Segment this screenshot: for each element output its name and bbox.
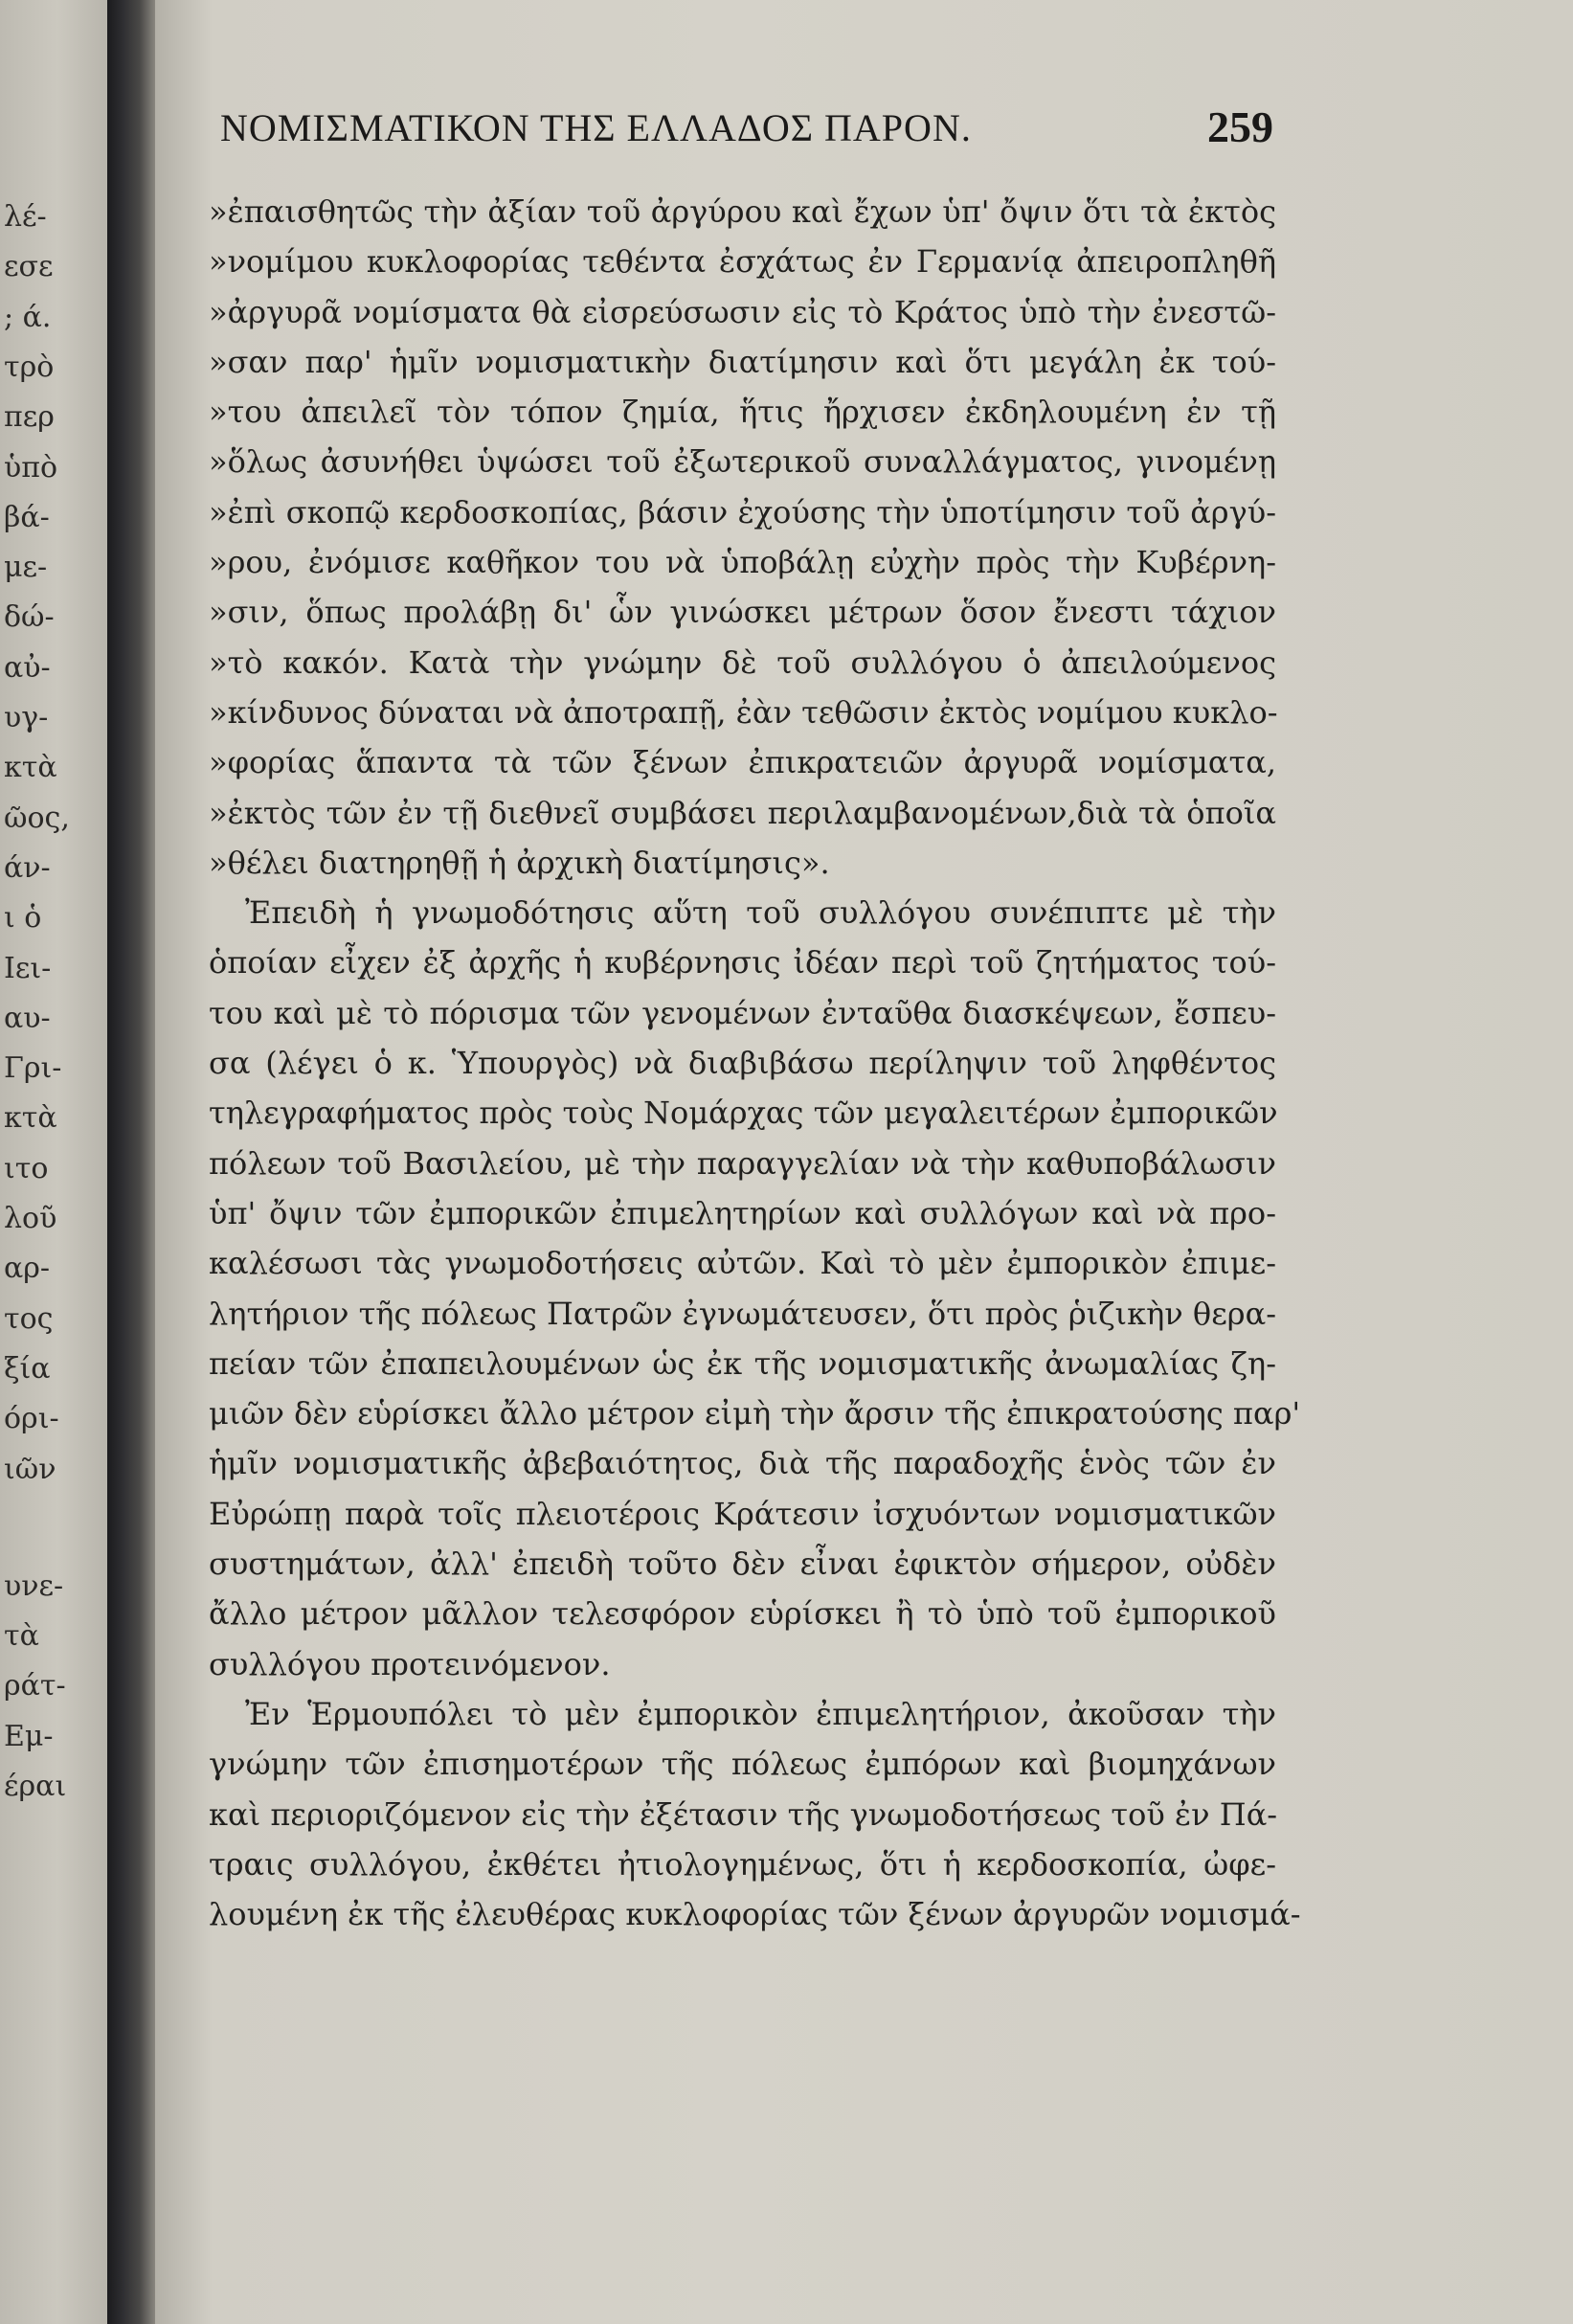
margin-fragment: ὑπὸ (4, 450, 58, 485)
text-line: του καὶ μὲ τὸ πόρισμα τῶν γενομένων ἐνταῦθα διασκέψεων, ἔσπευ- (209, 994, 1276, 1031)
text-line: λουμένη ἐκ τῆς ἐλευθέρας κυκλοφορίας τῶν ξένων ἀργυρῶν νομισμά- (209, 1896, 1301, 1933)
text-line: καλέσωσι τὰς γνωμοδοτήσεις αὐτῶν. Καὶ τὸ μὲν ἐμπορικὸν ἐπιμε- (209, 1245, 1276, 1282)
margin-fragment: ῶος, (4, 801, 70, 835)
margin-fragment: τος (4, 1301, 54, 1336)
paragraph (209, 187, 1276, 888)
text-line: »ἀργυρᾶ νομίσματα θὰ εἰσρεύσωσιν εἰς τὸ Κράτος ὑπὸ τὴν ἐνεστῶ- (209, 293, 1276, 330)
text-line: Εὐρώπῃ παρὰ τοῖς πλειοτέροις Κράτεσιν ἰσχυόντων νομισματικῶν (209, 1495, 1276, 1532)
running-head (220, 102, 1273, 163)
margin-fragment: ; ά. (4, 300, 52, 334)
margin-fragment: με- (4, 551, 48, 585)
margin-fragment: βά- (4, 500, 50, 534)
text-line: τηλεγραφήματος πρὸς τοὺς Νομάρχας τῶν μεγαλειτέρων ἐμπορικῶν (209, 1094, 1278, 1132)
margin-fragment: ιῶν (4, 1452, 56, 1486)
text-line: »ὅλως ἀσυνήθει ὑψώσει τοῦ ἐξωτερικοῦ συναλλάγματος, γινομένῃ (209, 443, 1276, 481)
left-page-edge (0, 0, 107, 2324)
margin-fragment: περ (4, 400, 55, 435)
text-line: ὁποίαν εἶχεν ἐξ ἀρχῆς ἡ κυβέρνησις ἰδέαν περὶ τοῦ ζητήματος τού- (209, 944, 1276, 981)
margin-fragment: τρὸ (4, 350, 55, 384)
margin-fragment: υγ- (4, 701, 49, 734)
text-line: »φορίας ἅπαντα τὰ τῶν ξένων ἐπικρατειῶν ἀργυρᾶ νομίσματα, (209, 744, 1276, 781)
margin-fragment: λοῦ (4, 1202, 57, 1235)
margin-fragment: τὰ (4, 1619, 39, 1654)
margin-fragment: Ιει- (4, 951, 52, 985)
body-text (209, 187, 1301, 1939)
text-line: καὶ περιοριζόμενον εἰς τὴν ἐξέτασιν τῆς γνωμοδοτήσεως τοῦ ἐν Πά- (209, 1795, 1278, 1833)
text-line: »ἐκτὸς τῶν ἐν τῇ διεθνεῖ συμβάσει περιλαμβανομένων,διὰ τὰ ὁποῖα (209, 794, 1276, 831)
margin-fragment: αυ- (4, 1001, 51, 1035)
margin-fragment: εσε (4, 250, 54, 284)
text-line: γνώμην τῶν ἐπισημοτέρων τῆς πόλεως ἐμπόρων καὶ βιομηχάνων (209, 1746, 1276, 1783)
text-line: συλλόγου προτεινόμενον. (209, 1645, 611, 1682)
text-line: ἄλλο μέτρον μᾶλλον τελεσφόρον εὑρίσκει ἢ τὸ ὑπὸ τοῦ ἐμπορικοῦ (209, 1595, 1276, 1633)
margin-fragment: κτὰ (4, 751, 57, 785)
margin-fragment: ράτ- (4, 1669, 66, 1704)
text-line: »τὸ κακόν. Κατὰ τὴν γνώμην δὲ τοῦ συλλόγου ὁ ἀπειλούμενος (209, 643, 1276, 681)
paragraph (209, 1689, 1301, 1939)
text-line: λητήριον τῆς πόλεως Πατρῶν ἐγνωμάτευσεν, ὅτι πρὸς ῥιζικὴν θερα- (209, 1295, 1276, 1332)
text-line: συστημάτων, ἀλλ' ἐπειδὴ τοῦτο δὲν εἶναι ἐφικτὸν σήμερον, οὐδὲν (209, 1546, 1276, 1583)
page-number: 259 (1207, 102, 1273, 151)
text-line: μιῶν δὲν εὑρίσκει ἄλλο μέτρον εἰμὴ τὴν ἄρσιν τῆς ἐπικρατούσης παρ' (209, 1395, 1301, 1433)
margin-fragment: αρ- (4, 1252, 51, 1286)
text-line: Ἐν Ἑρμουπόλει τὸ μὲν ἐμπορικὸν ἐπιμελητήριον, ἀκοῦσαν τὴν (245, 1695, 1276, 1732)
text-line: »νομίμου κυκλοφορίας τεθέντα ἐσχάτως ἐν Γερμανίᾳ ἀπειροπληθῆ (209, 243, 1276, 281)
margin-fragment: Γρι- (4, 1051, 62, 1086)
margin-fragment: λέ- (4, 200, 47, 234)
paragraph (209, 888, 1301, 1689)
text-line: »του ἀπειλεῖ τὸν τόπον ζημία, ἥτις ἤρχισεν ἐκδηλουμένη ἐν τῇ (209, 394, 1276, 431)
text-line: πείαν τῶν ἐπαπειλουμένων ὡς ἐκ τῆς νομισματικῆς ἀνωμαλίας ζη- (209, 1344, 1276, 1382)
margin-fragment: ι ὁ (4, 901, 42, 936)
text-line: τραις συλλόγου, ἐκθέτει ἠτιολογημένως, ὅτι ἡ κερδοσκοπία, ὠφε- (209, 1845, 1276, 1883)
margin-fragment: ιτο (4, 1151, 49, 1185)
text-line: »θέλει διατηρηθῇ ἡ ἀρχικὴ διατίμησις». (209, 844, 830, 881)
text-line: Ἐπειδὴ ἡ γνωμοδότησις αὕτη τοῦ συλλόγου συνέπιπτε μὲ τὴν (245, 894, 1276, 932)
text-line: »ἐπὶ σκοπῷ κερδοσκοπίας, βάσιν ἐχούσης τὴν ὑποτίμησιν τοῦ ἀργύ- (209, 493, 1276, 530)
margin-fragment: όρι- (4, 1402, 59, 1436)
text-line: »ἐπαισθητῶς τὴν ἀξίαν τοῦ ἀργύρου καὶ ἔχων ὑπ' ὄψιν ὅτι τὰ ἐκτὸς (209, 193, 1276, 230)
text-line: πόλεων τοῦ Βασιλείου, μὲ τὴν παραγγελίαν νὰ τὴν καθυποβάλωσιν (209, 1144, 1276, 1182)
text-line: »κίνδυνος δύναται νὰ ἀποτραπῇ, ἐὰν τεθῶσιν ἐκτὸς νομίμου κυκλο- (209, 693, 1278, 731)
text-line: »ρου, ἐνόμισε καθῆκον του νὰ ὑποβάλῃ εὐχὴν πρὸς τὴν Κυβέρνη- (209, 544, 1276, 581)
margin-fragment: κτὰ (4, 1101, 57, 1136)
margin-fragment: Εμ- (4, 1719, 54, 1753)
margin-fragment: αὐ- (4, 650, 51, 685)
text-line: ἡμῖν νομισματικῆς ἀβεβαιότητος, διὰ τῆς παραδοχῆς ἑνὸς τῶν ἐν (209, 1445, 1276, 1482)
text-line: σα (λέγει ὁ κ. Ὑπουργὸς) νὰ διαβιβάσω περίληψιν τοῦ ληφθέντος (209, 1045, 1276, 1082)
book-gutter (107, 0, 155, 2324)
margin-fragment: υνε- (4, 1568, 64, 1603)
text-line: »σαν παρ' ἡμῖν νομισματικὴν διατίμησιν καὶ ὅτι μεγάλη ἐκ τού- (209, 343, 1276, 380)
running-head-title: ΝΟΜΙΣΜΑΤΙΚΟΝ ΤΗΣ ΕΛΛΑΔΟΣ ΠΑΡΟΝ. (220, 106, 972, 149)
margin-fragment: ξία (4, 1351, 51, 1386)
text-line: »σιν, ὅπως προλάβῃ δι' ὧν γινώσκει μέτρων ὅσον ἔνεστι τάχιον (209, 594, 1276, 631)
margin-fragment: δώ- (4, 600, 55, 635)
text-line: ὑπ' ὄψιν τῶν ἐμπορικῶν ἐπιμελητηρίων καὶ συλλόγων καὶ νὰ προ- (209, 1194, 1276, 1231)
margin-fragment: άν- (4, 850, 51, 885)
margin-fragment: έραι (4, 1770, 67, 1803)
